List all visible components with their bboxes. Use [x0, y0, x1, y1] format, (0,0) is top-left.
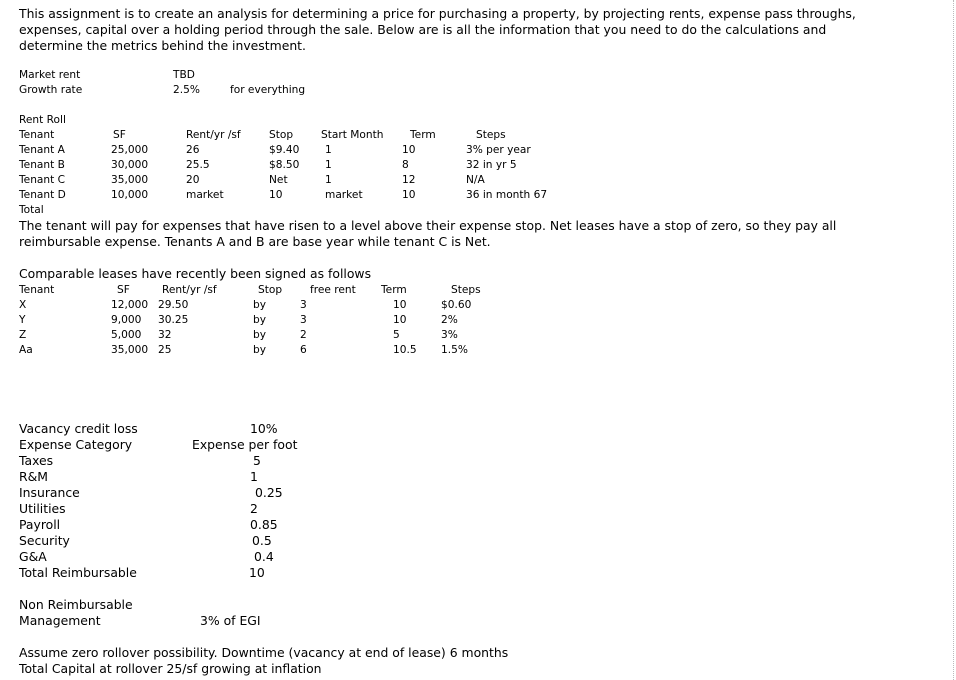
footer-line: Total Capital at rollover 25/sf growing at inflation — [19, 661, 322, 676]
cell-tenant: Y — [19, 314, 26, 326]
expense-category: Utilities — [19, 501, 66, 516]
cell-rent: market — [186, 189, 224, 201]
footer-line: Assume zero rollover possibility. Downtime (vacancy at end of lease) 6 months — [19, 645, 509, 660]
cell-rent: 25.5 — [186, 159, 210, 171]
header-stop: Stop — [258, 284, 283, 296]
expense-per-foot: 2 — [250, 501, 258, 516]
expense-per-foot: 1 — [250, 469, 258, 484]
header-sf: SF — [113, 129, 126, 141]
expense-category: Taxes — [19, 453, 54, 468]
cell-free-rent: 3 — [300, 299, 307, 311]
expense-per-foot: 10 — [249, 565, 265, 580]
cell-stop: $8.50 — [269, 159, 300, 171]
cell-sf: 35,000 — [111, 174, 149, 186]
intro-line: expenses, capital over a holding period through the sale. Below are is all the information that you need to do the calculations and — [19, 22, 827, 37]
comparables-title: Comparable leases have recently been signed as follows — [19, 266, 372, 281]
cell-sf: 30,000 — [111, 159, 149, 171]
cell-start-month: 1 — [325, 159, 332, 171]
cell-term: 8 — [402, 159, 409, 171]
cell-rent: 32 — [158, 329, 172, 341]
cell-sf: 12,000 — [111, 299, 149, 311]
cell-tenant: Aa — [19, 344, 33, 356]
cell-sf: 5,000 — [111, 329, 142, 341]
expense-per-foot: 0.85 — [250, 517, 278, 532]
cell-tenant: X — [19, 299, 27, 311]
cell-steps: 1.5% — [441, 344, 468, 356]
cell-steps: 3% — [441, 329, 458, 341]
cell-stop: $9.40 — [269, 144, 300, 156]
cell-rent: 29.50 — [158, 299, 189, 311]
cell-term: 10 — [402, 144, 416, 156]
header-sf: SF — [117, 284, 130, 296]
cell-start-month: 1 — [325, 174, 332, 186]
expense-per-foot: 0.5 — [252, 533, 272, 548]
cell-term: 10 — [393, 299, 407, 311]
cell-tenant: Tenant D — [19, 189, 66, 201]
growth-rate-label: Growth rate — [19, 84, 83, 96]
intro-line: determine the metrics behind the investment. — [19, 38, 306, 53]
cell-free-rent: 2 — [300, 329, 307, 341]
market-rent-value: TBD — [173, 69, 195, 81]
cell-steps: 2% — [441, 314, 458, 326]
cell-start-month: market — [325, 189, 363, 201]
cell-rent: 20 — [186, 174, 200, 186]
header-rent: Rent/yr /sf — [186, 129, 241, 141]
cell-steps: 3% per year — [466, 144, 531, 156]
expense-category-label: Expense Category — [19, 437, 133, 452]
cell-rent: 30.25 — [158, 314, 189, 326]
cell-tenant: Tenant C — [19, 174, 66, 186]
cell-sf: 25,000 — [111, 144, 149, 156]
expense-category: Total Reimbursable — [19, 565, 137, 580]
expense-per-foot: 5 — [253, 453, 261, 468]
cell-sf: 9,000 — [111, 314, 142, 326]
expense-category: Security — [19, 533, 70, 548]
cell-term: 10.5 — [393, 344, 417, 356]
page-edge — [953, 0, 954, 680]
header-tenant: Tenant — [19, 284, 55, 296]
header-steps: Steps — [476, 129, 506, 141]
expense-category: Payroll — [19, 517, 61, 532]
market-rent-label: Market rent — [19, 69, 81, 81]
vacancy-value: 10% — [250, 421, 278, 436]
expense-note-line: reimbursable expense. Tenants A and B are base year while tenant C is Net. — [19, 234, 491, 249]
header-tenant: Tenant — [19, 129, 55, 141]
header-rent: Rent/yr /sf — [162, 284, 217, 296]
header-start-month: Start Month — [321, 129, 384, 141]
cell-steps: $0.60 — [441, 299, 472, 311]
cell-stop: by — [253, 299, 266, 311]
cell-sf: 10,000 — [111, 189, 149, 201]
cell-tenant: Tenant B — [19, 159, 65, 171]
cell-stop: 10 — [269, 189, 283, 201]
cell-steps: N/A — [466, 174, 485, 186]
growth-rate-note: for everything — [230, 84, 306, 96]
rent-roll-title: Rent Roll — [19, 114, 66, 126]
growth-rate-value: 2.5% — [173, 84, 200, 96]
cell-rent: 26 — [186, 144, 200, 156]
cell-stop: Net — [269, 174, 288, 186]
cell-steps: 36 in month 67 — [466, 189, 548, 201]
header-term: Term — [410, 129, 436, 141]
cell-sf: 35,000 — [111, 344, 149, 356]
expense-per-foot-label: Expense per foot — [192, 437, 298, 452]
intro-line: This assignment is to create an analysis for determining a price for purchasing a property, by projecting rents, expense pass throughs, — [19, 6, 856, 21]
expense-category: R&M — [19, 469, 48, 484]
header-steps: Steps — [451, 284, 481, 296]
cell-free-rent: 6 — [300, 344, 307, 356]
expense-per-foot: 0.25 — [255, 485, 283, 500]
cell-term: 10 — [393, 314, 407, 326]
cell-free-rent: 3 — [300, 314, 307, 326]
cell-rent: 25 — [158, 344, 172, 356]
cell-tenant: Tenant A — [19, 144, 65, 156]
management-value: 3% of EGI — [200, 613, 261, 628]
expense-note-line: The tenant will pay for expenses that have risen to a level above their expense stop. Net leases have a stop of zero, so they pay all — [19, 218, 837, 233]
cell-term: 12 — [402, 174, 416, 186]
cell-stop: by — [253, 329, 266, 341]
rent-roll-total: Total — [19, 204, 44, 216]
cell-start-month: 1 — [325, 144, 332, 156]
vacancy-label: Vacancy credit loss — [19, 421, 138, 436]
header-stop: Stop — [269, 129, 294, 141]
cell-term: 5 — [393, 329, 400, 341]
cell-term: 10 — [402, 189, 416, 201]
expense-category: G&A — [19, 549, 47, 564]
non-reimbursable-title: Non Reimbursable — [19, 597, 133, 612]
cell-steps: 32 in yr 5 — [466, 159, 517, 171]
expense-category: Insurance — [19, 485, 80, 500]
header-term: Term — [381, 284, 407, 296]
header-free-rent: free rent — [310, 284, 356, 296]
expense-per-foot: 0.4 — [254, 549, 274, 564]
cell-stop: by — [253, 314, 266, 326]
cell-stop: by — [253, 344, 266, 356]
cell-tenant: Z — [19, 329, 27, 341]
management-label: Management — [19, 613, 101, 628]
